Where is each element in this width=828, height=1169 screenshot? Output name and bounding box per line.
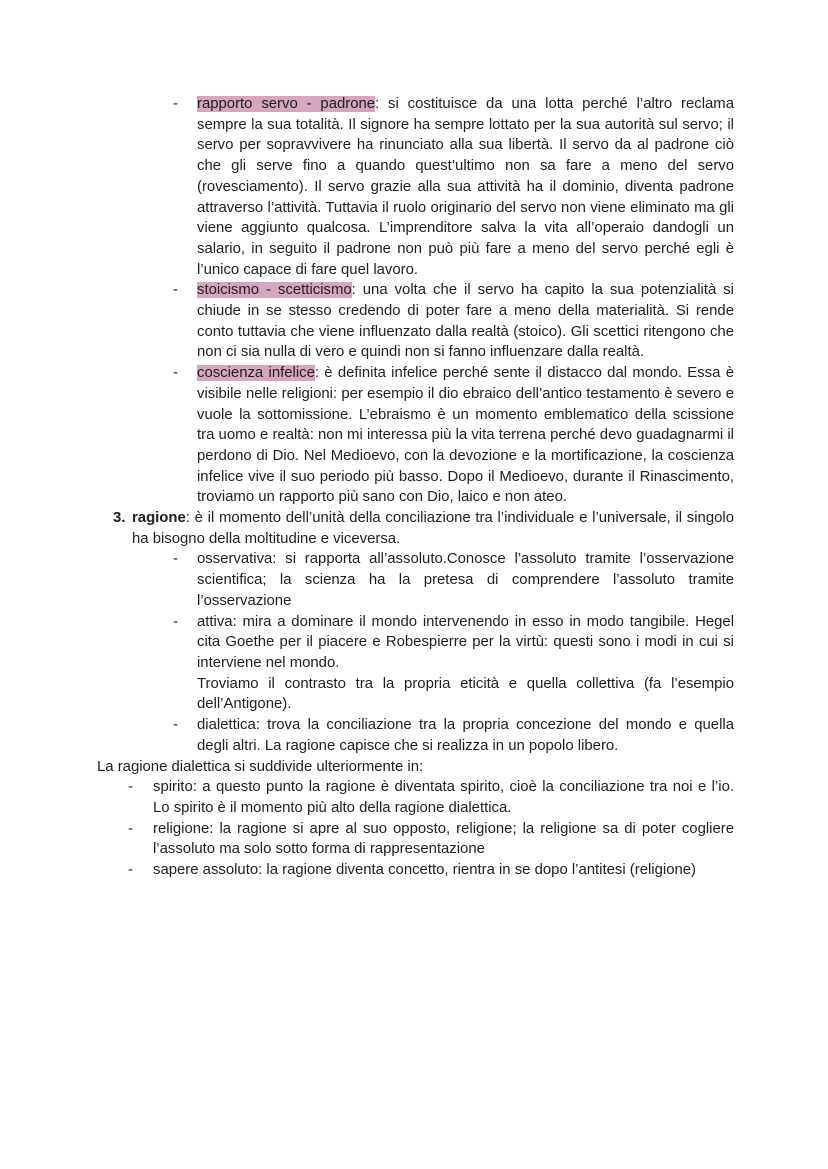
bullet-text: osservativa: si rapporta all’assoluto.Conosce l’assoluto tramite l’osservazione scientifica; la scienza ha la pretesa di comprendere l’assoluto tramite l’osservazione [197,551,734,609]
bullet-item-sapere-assoluto [97,860,734,881]
bullet-text: spirito: a questo punto la ragione è diventata spirito, cioè la conciliazione tra noi e l’io. Lo spirito è il momento più alto della ragione dialettica. [153,779,734,816]
bullet-subparagraph: Troviamo il contrasto tra la propria eticità e quella collettiva (fa l’esempio dell’Antigone). [197,675,734,713]
dash-bullet-marker: - [128,779,133,796]
bullet-item-religione [97,819,734,860]
bullet-text: : una volta che il servo ha capito la sua potenzialità si chiude in se stesso credendo di poter fare a meno della materialità. Si rende conto tuttavia che viene influenzato dalla realtà (stoico). Gli scettici ritengono che non ci sia nulla di vero e quindi non si fanno influenzare dalla realtà. [197,282,734,361]
item-text: : è il momento dell’unità della conciliazione tra l’individuale e l’universale, il singolo ha bisogno della moltitudine e viceversa. [132,510,734,547]
bullet-item-osservativa [97,549,734,611]
dash-bullet-marker: - [173,717,178,734]
bullet-text: sapere assoluto: la ragione diventa concetto, rientra in se dopo l’antitesi (religione) [153,862,696,879]
dash-bullet-marker: - [173,282,178,299]
highlighted-term: stoicismo - scetticismo [197,282,352,299]
highlighted-term: coscienza infelice [197,365,315,382]
bullet-text: dialettica: trova la conciliazione tra la propria concezione del mondo e quella degli altri. La ragione capisce che si realizza in un popolo libero. [197,717,734,754]
bullet-text: : si costituisce da una lotta perché l’altro reclama sempre la sua totalità. Il signore ha sempre lottato per la sua autorità sul servo; il servo per sopravvivere ha rinunciato alla sua libertà. Il servo da al padrone ciò che gli serve fino a quando quest’ultimo non sa fare a meno del servo (rovesciamento). Il servo grazie alla sua attività ha il dominio, diventa padrone attraverso l’attività. Tuttavia il ruolo originario del servo non viene eliminato ma gli viene aggiunto qualcosa. L’imprenditore salva la vita all’operaio dandogli un salario, in seguito il padrone non può più fare a meno del servo perché egli è l’unico capace di fare quel lavoro. [197,96,734,278]
bullet-text: religione: la ragione si apre al suo opposto, religione; la religione sa di poter cogliere l’assoluto ma solo sotto forma di rappresentazione [153,820,734,858]
bullet-item-coscienza-infelice [97,363,734,508]
document-content [97,94,734,881]
bullet-text: attiva: mira a dominare il mondo intervenendo in esso in modo tangibile. Hegel cita Goethe per il piacere e Robespierre per la virtù: questi sono i modi in cui si interviene nel mondo. [197,613,734,671]
bullet-text: : è definita infelice perché sente il distacco dal mondo. Essa è visibile nelle religioni: per esempio il dio ebraico dell’antico testamento è severo e vuole la sottomissione. L’ebraismo è un momento emblematico della scissione tra uomo e realtà: non mi interessa più la vita terrena perché devo guadagnarmi il perdono di Dio. Nel Medioevo, con la devozione e la mortificazione, la coscienza infelice vive il suo periodo più basso. Dopo il Medioevo, durante il Rinascimento, troviamo un rapporto più sano con Dio, laico e non ateo. [197,365,734,506]
paragraph-ragione-dialettica: La ragione dialettica si suddivide ulteriormente in: [97,758,424,775]
list-number: 3. [113,510,126,527]
dash-bullet-marker: - [173,96,178,112]
dash-bullet-marker: - [128,820,133,837]
bullet-item-attiva [97,612,734,716]
bullet-item-spirito [97,777,734,818]
numbered-item-ragione [97,508,734,549]
highlighted-term: rapporto servo - padrone [197,96,376,112]
bold-term: ragione [132,510,186,527]
bullet-item-dialettica [97,715,734,756]
dash-bullet-marker: - [173,613,178,630]
dash-bullet-marker: - [173,551,178,568]
dash-bullet-marker: - [173,365,178,382]
bullet-item-rapporto-servo-padrone [97,94,734,280]
bullet-item-stoicismo-scetticismo [97,280,734,363]
dash-bullet-marker: - [128,862,133,879]
